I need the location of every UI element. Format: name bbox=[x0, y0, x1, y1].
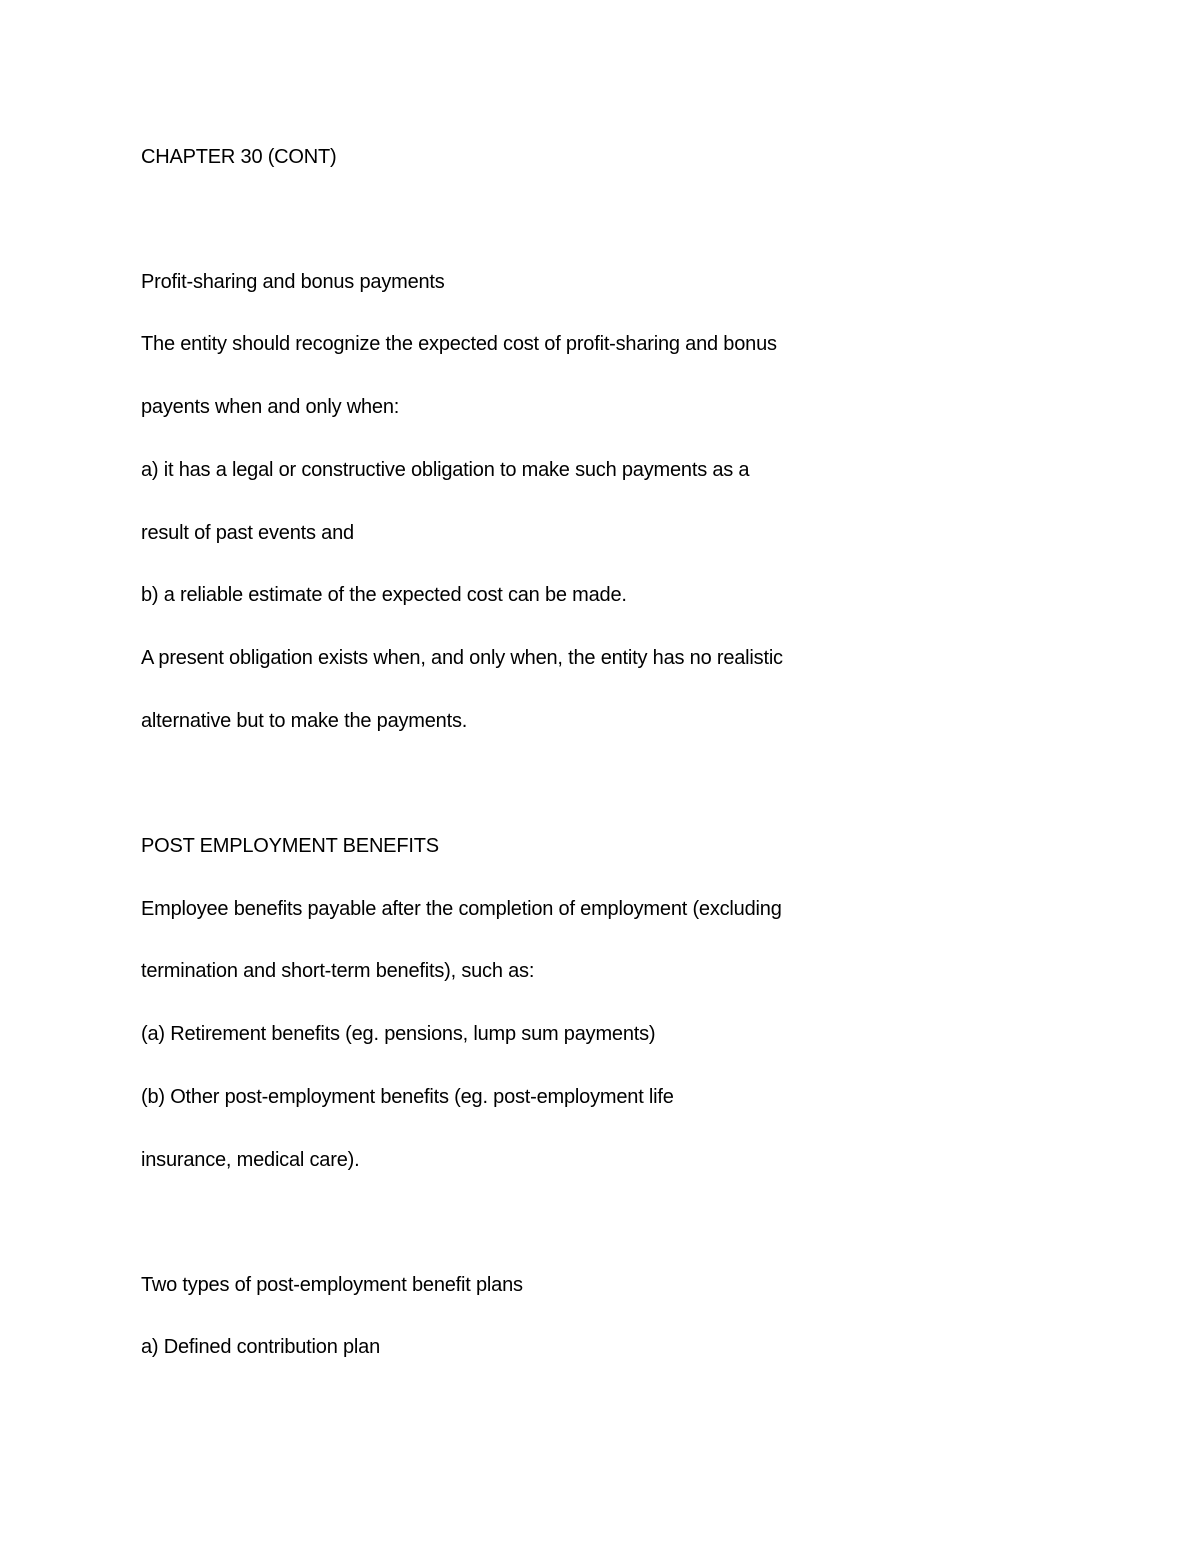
section-heading-plan-types: Two types of post-employment benefit plans bbox=[141, 1274, 523, 1296]
list-item-continuation: insurance, medical care). bbox=[141, 1149, 360, 1171]
list-item: (a) Retirement benefits (eg. pensions, lump sum payments) bbox=[141, 1023, 656, 1045]
paragraph-line: A present obligation exists when, and only when, the entity has no realistic bbox=[141, 647, 783, 669]
paragraph-line: Employee benefits payable after the completion of employment (excluding bbox=[141, 898, 782, 920]
paragraph-line: payents when and only when: bbox=[141, 396, 400, 418]
list-item: (b) Other post-employment benefits (eg. post-employment life bbox=[141, 1086, 674, 1108]
list-item: a) Defined contribution plan bbox=[141, 1336, 380, 1358]
paragraph-line: The entity should recognize the expected cost of profit-sharing and bonus bbox=[141, 333, 777, 355]
paragraph-line: termination and short-term benefits), such as: bbox=[141, 960, 535, 982]
chapter-heading: CHAPTER 30 (CONT) bbox=[141, 146, 337, 168]
list-item: a) it has a legal or constructive obligation to make such payments as a bbox=[141, 459, 750, 481]
section-heading-profit-sharing: Profit-sharing and bonus payments bbox=[141, 271, 445, 293]
list-item-continuation: result of past events and bbox=[141, 522, 354, 544]
list-item: b) a reliable estimate of the expected cost can be made. bbox=[141, 584, 627, 606]
section-heading-post-employment: POST EMPLOYMENT BENEFITS bbox=[141, 835, 439, 857]
paragraph-line: alternative but to make the payments. bbox=[141, 710, 468, 732]
